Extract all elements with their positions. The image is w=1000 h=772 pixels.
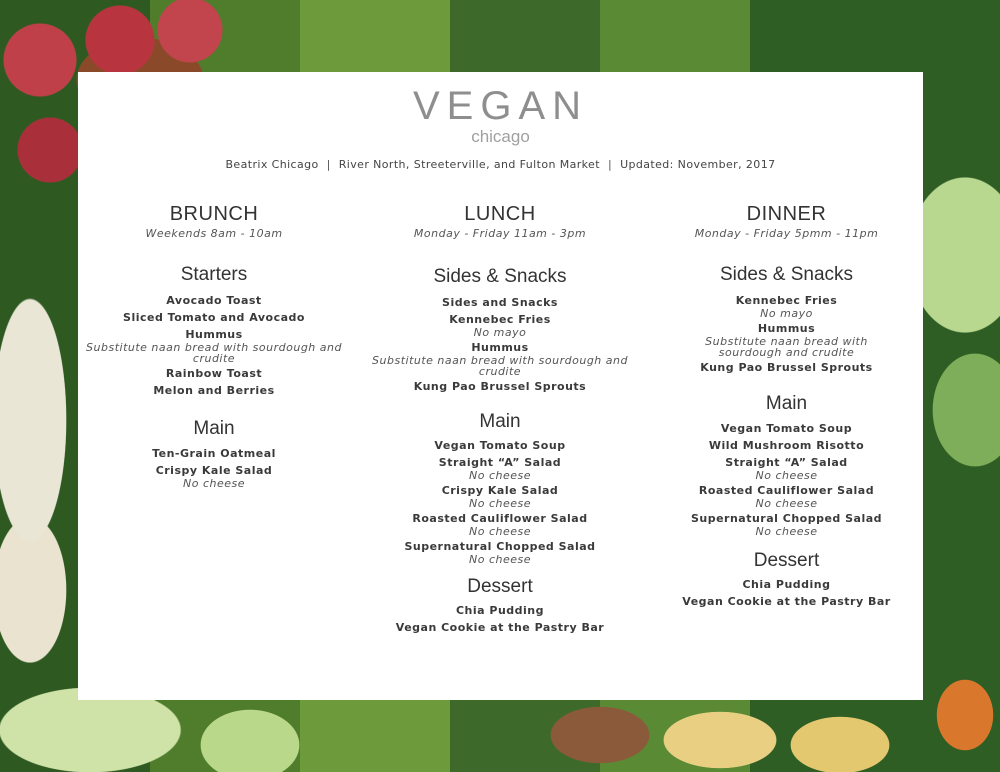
updated-date: Updated: November, 2017 xyxy=(620,158,776,171)
menu-item xyxy=(78,384,350,398)
menu-item-name: Supernatural Chopped Salad xyxy=(404,540,596,553)
menu-item-name: Crispy Kale Salad xyxy=(441,484,559,497)
list-main xyxy=(78,447,350,489)
menu-item-note: Substitute naan bread with sourdough and crudite xyxy=(86,341,342,365)
menu-item xyxy=(360,484,640,509)
logo-title: VEGAN xyxy=(412,84,589,128)
menu-item xyxy=(360,341,640,377)
meal-title-dinner: DINNER xyxy=(746,203,827,225)
menu-item-note: No cheese xyxy=(468,553,531,566)
hours-lunch: Monday - Friday 11am - 3pm xyxy=(413,227,587,240)
menu-item-note: No cheese xyxy=(182,477,245,490)
menu-item xyxy=(650,361,923,375)
logo-subtitle: chicago xyxy=(471,127,530,146)
menu-item-note: No cheese xyxy=(755,469,818,482)
meal-title-brunch: BRUNCH xyxy=(169,203,259,225)
menu-item-note: No cheese xyxy=(468,469,531,482)
menu-item-note: No cheese xyxy=(755,525,818,538)
hours-dinner: Monday - Friday 5pmm - 11pm xyxy=(694,227,879,240)
menu-item xyxy=(360,296,640,310)
menu-item-name: Ten-Grain Oatmeal xyxy=(152,447,276,460)
menu-item-name: Straight “A” Salad xyxy=(438,456,562,469)
menu-item xyxy=(650,578,923,592)
menu-item-name: Supernatural Chopped Salad xyxy=(690,512,883,525)
menu-item-name: Crispy Kale Salad xyxy=(155,464,273,477)
locations: River North, Streeterville, and Fulton Market xyxy=(338,158,600,171)
menu-item-note: Substitute naan bread with sourdough and crudite xyxy=(372,354,628,378)
menu-item-name: Vegan Tomato Soup xyxy=(434,439,566,452)
menu-item xyxy=(78,328,350,364)
section-title-main: Main xyxy=(765,393,808,414)
separator: | xyxy=(607,158,613,171)
menu-item-note: No mayo xyxy=(760,307,813,320)
menu-item xyxy=(360,604,640,618)
section-title-sides: Sides & Snacks xyxy=(433,266,567,287)
list-main xyxy=(360,439,640,565)
menu-item xyxy=(360,540,640,565)
menu-item xyxy=(650,439,923,453)
dinner-column xyxy=(650,202,923,612)
menu-item-name: Hummus xyxy=(471,341,529,354)
menu-item xyxy=(78,367,350,381)
menu-item-name: Rainbow Toast xyxy=(165,367,263,380)
menu-item-name: Wild Mushroom Risotto xyxy=(708,439,865,452)
menu-item-name: Hummus xyxy=(185,328,243,341)
menu-item-name: Chia Pudding xyxy=(455,604,545,617)
menu-header xyxy=(78,84,923,171)
menu-item xyxy=(360,456,640,481)
menu-item-name: Sides and Snacks xyxy=(442,296,558,309)
section-title-starters: Starters xyxy=(180,264,248,285)
menu-item-note: No cheese xyxy=(468,497,531,510)
menu-sheet xyxy=(78,72,923,700)
menu-item-name: Vegan Tomato Soup xyxy=(720,422,853,435)
list-sides xyxy=(360,296,640,394)
menu-item xyxy=(650,422,923,436)
lunch-column xyxy=(360,202,640,638)
meal-title-lunch: LUNCH xyxy=(464,203,536,225)
list-sides xyxy=(650,294,923,375)
separator: | xyxy=(326,158,331,171)
menu-item xyxy=(360,313,640,338)
info-bar xyxy=(78,158,923,171)
list-dessert xyxy=(650,578,923,609)
menu-item xyxy=(650,294,923,319)
menu-item xyxy=(78,311,350,325)
menu-item-name: Kung Pao Brussel Sprouts xyxy=(413,380,587,393)
menu-item xyxy=(360,621,640,635)
menu-item-name: Straight “A” Salad xyxy=(725,456,848,469)
menu-item xyxy=(650,322,923,358)
menu-item-name: Vegan Cookie at the Pastry Bar xyxy=(682,595,891,608)
menu-item xyxy=(78,447,350,461)
menu-item xyxy=(78,464,350,489)
menu-item-name: Kennebec Fries xyxy=(735,294,838,307)
list-starters xyxy=(78,294,350,398)
menu-item-note: No cheese xyxy=(755,497,818,510)
menu-item-name: Kung Pao Brussel Sprouts xyxy=(700,361,873,374)
menu-item-note: Substitute naan bread with sourdough and crudite xyxy=(705,335,868,359)
section-title-sides: Sides & Snacks xyxy=(719,264,854,285)
menu-item xyxy=(650,512,923,537)
section-title-dessert: Dessert xyxy=(467,576,533,597)
menu-item-note: No mayo xyxy=(473,326,527,339)
menu-item xyxy=(360,439,640,453)
menu-item-note: No cheese xyxy=(468,525,531,538)
menu-item xyxy=(78,294,350,308)
menu-item-name: Chia Pudding xyxy=(742,578,831,591)
menu-item xyxy=(650,595,923,609)
menu-item-name: Melon and Berries xyxy=(153,384,275,397)
menu-item-name: Roasted Cauliflower Salad xyxy=(412,512,588,525)
menu-item-name: Avocado Toast xyxy=(166,294,262,307)
brunch-column xyxy=(78,202,350,492)
menu-item-name: Sliced Tomato and Avocado xyxy=(123,311,305,324)
menu-item-name: Roasted Cauliflower Salad xyxy=(698,484,875,497)
menu-item xyxy=(650,484,923,509)
list-dessert xyxy=(360,604,640,635)
menu-item-name: Kennebec Fries xyxy=(449,313,551,326)
menu-item xyxy=(650,456,923,481)
section-title-main: Main xyxy=(193,418,235,439)
hours-brunch: Weekends 8am - 10am xyxy=(145,227,283,240)
menu-item xyxy=(360,512,640,537)
section-title-main: Main xyxy=(479,411,521,432)
restaurant-name: Beatrix Chicago xyxy=(225,158,319,171)
list-main xyxy=(650,422,923,537)
menu-item-name: Vegan Cookie at the Pastry Bar xyxy=(395,621,605,634)
menu-item xyxy=(360,380,640,394)
menu-item-name: Hummus xyxy=(757,322,816,335)
section-title-dessert: Dessert xyxy=(753,550,820,571)
